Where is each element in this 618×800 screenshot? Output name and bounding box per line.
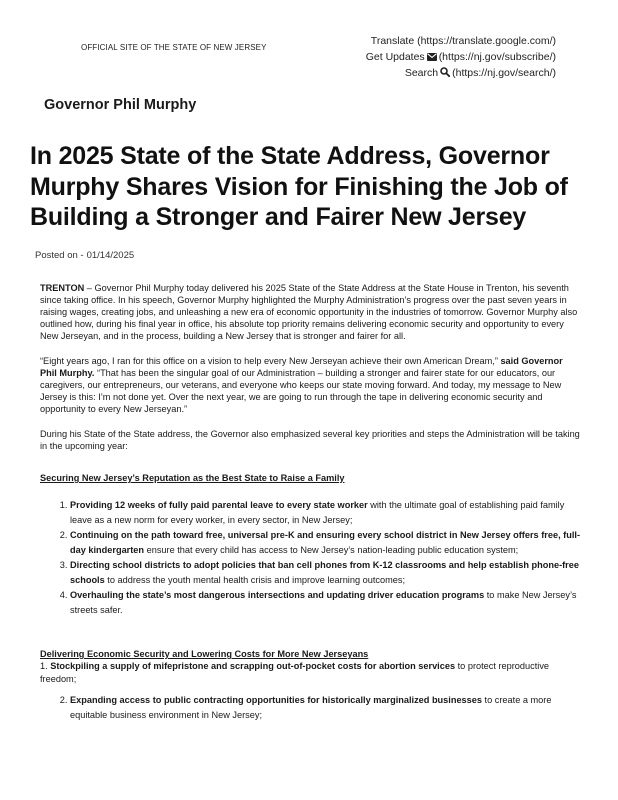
list-item: [70, 693, 580, 722]
list-item: [70, 558, 580, 587]
get-updates-url: (https://nj.gov/subscribe/): [438, 50, 556, 63]
posted-date-value: 01/14/2025: [86, 250, 135, 261]
posted-date: [35, 250, 134, 261]
list-item: [70, 588, 580, 617]
paragraph-quote: [40, 355, 580, 415]
list-item-bold: Stockpiling a supply of mifepristone and scrapping out-of-pocket costs for abortion services: [50, 661, 456, 671]
list-item-text: to protect reproductive freedom;: [40, 661, 550, 684]
paragraph-priorities: During his State of the State address, the Governor also emphasized several key priorities and steps the Administration will be taking in the upcoming year:: [40, 429, 580, 451]
official-site-banner: OFFICIAL SITE OF THE STATE OF NEW JERSEY: [81, 43, 267, 52]
list-item-text: ensure that every child has access to New Jersey’s nation-leading public education system;: [144, 544, 519, 555]
site-brand[interactable]: Governor Phil Murphy: [44, 97, 197, 113]
list-item: [70, 528, 580, 557]
list-item-text: to address the youth mental health crisis and improve learning outcomes;: [104, 574, 406, 585]
list-item-text: to make New Jersey’s streets safer.: [70, 590, 577, 615]
search-icon: [440, 67, 450, 83]
list-item-text: to create a more equitable business environment in New Jersey;: [70, 695, 552, 720]
list-item: [70, 498, 580, 527]
section-heading-family: Securing New Jersey’s Reputation as the Best State to Raise a Family: [40, 473, 345, 483]
translate-link[interactable]: Translate (https://translate.google.com/): [370, 35, 556, 47]
top-utility-links: [366, 34, 556, 83]
article-body: [40, 282, 580, 722]
section-spacer: [40, 618, 580, 648]
search-link[interactable]: [366, 66, 556, 83]
get-updates-label: Get Updates: [365, 50, 425, 63]
list-item: [40, 660, 580, 685]
section-heading-economic: Delivering Economic Security and Lowering Costs for More New Jerseyans: [40, 649, 369, 659]
search-label: Search: [404, 67, 439, 79]
intro-text: – Governor Phil Murphy today delivered his 2025 State of the State Address at the State House in Trenton, his seventh since taking office. In his speech, Governor Murphy highlighted the Murphy Administration’s progress over the past seven years in raising wages, creating jobs, and unleashing a new era of economic opportunity in the industries of tomorrow. Governor Murphy also outlined how, during his final year in office, his absolute top priority remains delivering economic security and opportunity to every New Jerseyan, and in the process, building a New Jersey that is stronger and fairer for all.: [40, 283, 578, 341]
list-item-number: 1.: [40, 661, 48, 671]
quote-part-b: “That has been the singular goal of our Administration – building a stronger and fairer state for our educators, our caregivers, our entrepreneurs, our veterans, and everyone who keeps our state moving forward. And today, my message to New Jersey is this: I’m not done yet. Over the next year, we are going to run through the tape in delivering economic security and opportunity to every New Jerseyan.”: [40, 368, 562, 414]
list-item-bold: Providing 12 weeks of fully paid parental leave to every state worker: [70, 500, 368, 510]
list-item-bold: Directing school districts to adopt policies that ban cell phones from K-12 classrooms and help establish phone-free schools: [70, 560, 579, 585]
economic-priorities-list: [53, 693, 580, 722]
list-item-bold: Overhauling the state’s most dangerous intersections and updating driver education programs: [70, 590, 485, 600]
family-priorities-list: [53, 498, 580, 617]
quote-attribution: said Governor Phil Murphy.: [40, 356, 563, 378]
quote-part-a: “Eight years ago, I ran for this office on a vision to help every New Jerseyan achieve their own American Dream,”: [40, 356, 498, 366]
get-updates-link[interactable]: [366, 50, 556, 67]
search-url: (https://nj.gov/search/): [452, 67, 556, 79]
list-item-bold: Expanding access to public contracting opportunities for historically marginalized businesses: [70, 695, 482, 705]
list-item-bold: Continuing on the path toward free, universal pre-K and ensuring every school district in New Jersey offers free, full-day kindergarten: [70, 530, 581, 555]
posted-label: Posted on -: [35, 250, 84, 261]
article-title: In 2025 State of the State Address, Governor Murphy Shares Vision for Finishing the Job of Building a Stronger and Fairer New Jersey: [30, 142, 568, 231]
list-item-text: with the ultimate goal of establishing paid family leave as a new norm for every worker, in every sector, in New Jersey;: [70, 500, 565, 525]
dateline: TRENTON: [40, 283, 85, 293]
envelope-icon: [427, 51, 437, 67]
paragraph-intro: [40, 282, 580, 342]
